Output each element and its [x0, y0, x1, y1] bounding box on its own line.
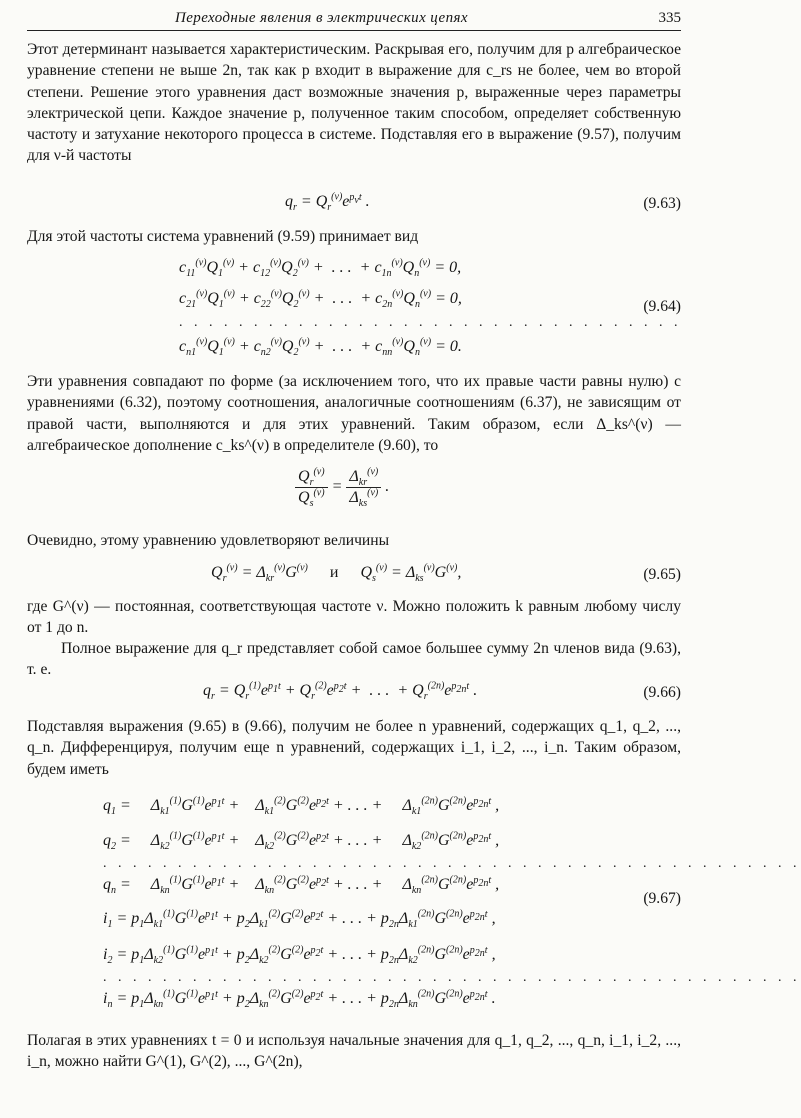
equation-9-63: $q_r = Q_r^{(\nu)}e^{p_\nu t}$ .	[285, 191, 370, 214]
page-number: 335	[658, 10, 681, 26]
paragraph-1-text: Этот детерминант называется характеристическим. Раскрывая его, получим для p алгебраическое уравнение степени не выше 2n, так как p входит в выражение для c_rs не более, чем во второй степени. Решение этого уравнения даст возможные значения p, выраженные через параметры электрической цепи. Каждое значение p, полученное таким способом, определяет собственную частоту и затухание некоторого процесса в системе. Подставляя его в выражение (9.57), получим для ν-й частоты	[27, 41, 681, 165]
equation-number-9-67: (9.67)	[643, 890, 681, 907]
paragraph-3	[27, 371, 681, 456]
page	[27, 0, 801, 1118]
equation-9-67-line-q1: $q_1$ = $\Delta_{k1}^{(1)}G^{(1)}e^{p_1t}$ + $\Delta_{k1}^{(2)}G^{(2)}e^{p_2t}$ + . . . + $\Delta_{k1}^{(2n)}G^{(2n)}e^{p_{2n}t}$ ,	[103, 795, 500, 818]
paragraph-4	[27, 530, 681, 551]
paragraph-5	[27, 596, 681, 639]
equation-9-67-line-i2: $i_2 = p_1\Delta_{k2}^{(1)}G^{(1)}e^{p_1t} + p_2\Delta_{k2}^{(2)}G^{(2)}e^{p_2t}$ + . . . + $p_{2n}\Delta_{k2}^{(2n)}G^{(2n)}e^{p_{2n}t}$ ,	[103, 944, 496, 967]
equation-number-9-66: (9.66)	[643, 684, 681, 701]
equation-9-67-dots-2: . . . . . . . . . . . . . . . . . . . . . . . . . . . . . . . . . . . . . . . . . . . . . . .	[103, 970, 801, 985]
paragraph-3-text: Эти уравнения совпадают по форме (за исключением того, что их правые части равны нулю) с уравнениями (6.32), поэтому соотношения, аналогичные соотношениям (6.37), не зависящим от правой части, выполняются и для этих уравнений. Таким образом, если Δ_ks^(ν) — алгебраическое дополнение c_ks^(ν) в определителе (9.60), то	[27, 373, 681, 454]
equation-9-67-line-i1: $i_1 = p_1\Delta_{k1}^{(1)}G^{(1)}e^{p_1t} + p_2\Delta_{k1}^{(2)}G^{(2)}e^{p_2t}$ + . . . + $p_{2n}\Delta_{k1}^{(2n)}G^{(2n)}e^{p_{2n}t}$ ,	[103, 908, 496, 931]
paragraph-2	[27, 226, 681, 247]
equation-9-64-line-2: $c_{21}^{(\nu)}Q_1^{(\nu)} + c_{22}^{(\nu)}Q_2^{(\nu)}$ + . . . + $c_{2n}^{(\nu)}Q_n^{(\nu)} = 0$,	[179, 288, 462, 311]
equation-9-66: $q_r = Q_r^{(1)}e^{p_1t} + Q_r^{(2)}e^{p_2t}$ + . . . + $Q_r^{(2n)}e^{p_{2n}t}$ .	[203, 680, 478, 703]
equation-9-64-line-1: $c_{11}^{(\nu)}Q_1^{(\nu)} + c_{12}^{(\nu)}Q_2^{(\nu)}$ + . . . + $c_{1n}^{(\nu)}Q_n^{(\nu)} = 0$,	[179, 257, 462, 280]
equation-9-65-conj: и	[329, 564, 339, 581]
paragraph-5-text: где G^(ν) — постоянная, соответствующая частоте ν. Можно положить k равным любому числу от 1 до n.	[27, 598, 681, 637]
paragraph-6-text: Полное выражение для q_r представляет собой самое большее сумму 2n членов вида (9.63), т. е.	[27, 640, 681, 679]
equation-9-65: $Q_r^{(\nu)} = \Delta_{kr}^{(\nu)}G^{(\nu)}$ и $Q_s^{(\nu)} = \Delta_{ks}^{(\nu)}G^{(\nu)}$,	[211, 562, 462, 585]
paragraph-1	[27, 39, 681, 167]
paragraph-6	[27, 638, 681, 681]
paragraph-8	[27, 1030, 681, 1073]
equation-9-67-dots-1: . . . . . . . . . . . . . . . . . . . . . . . . . . . . . . . . . . . . . . . . . . . . . . .	[103, 856, 801, 871]
equation-number-9-63: (9.63)	[643, 195, 681, 212]
running-header	[27, 8, 681, 31]
equation-number-9-65: (9.65)	[643, 566, 681, 583]
equation-9-67-line-qn: $q_n$ = $\Delta_{kn}^{(1)}G^{(1)}e^{p_1t}$ + $\Delta_{kn}^{(2)}G^{(2)}e^{p_2t}$ + . . . + $\Delta_{kn}^{(2n)}G^{(2n)}e^{p_{2n}t}$ ,	[103, 874, 500, 897]
paragraph-7	[27, 716, 681, 780]
paragraph-7-text: Подставляя выражения (9.65) в (9.66), получим не более n уравнений, содержащих q_1, q_2, ..., q_n. Дифференцируя, получим еще n уравнений, содержащих i_1, i_2, ..., i_n. Таким образом, будем иметь	[27, 718, 681, 778]
equation-number-9-64: (9.64)	[643, 298, 681, 315]
paragraph-8-text: Полагая в этих уравнениях t = 0 и используя начальные значения для q_1, q_2, ..., q_n, i_1, i_2, ..., i_n, можно найти G^(1), G^(2), ..., G^(2n),	[27, 1032, 681, 1071]
equation-9-67-line-in: $i_n = p_1\Delta_{kn}^{(1)}G^{(1)}e^{p_1t} + p_2\Delta_{kn}^{(2)}G^{(2)}e^{p_2t}$ + . . . + $p_{2n}\Delta_{kn}^{(2n)}G^{(2n)}e^{p_{2n}t}$ .	[103, 988, 496, 1011]
equation-9-64-line-n: $c_{n1}^{(\nu)}Q_1^{(\nu)} + c_{n2}^{(\nu)}Q_2^{(\nu)}$ + . . . + $c_{nn}^{(\nu)}Q_n^{(\nu)} = 0$.	[179, 336, 462, 359]
paragraph-4-text: Очевидно, этому уравнению удовлетворяют величины	[27, 532, 390, 549]
equation-9-64-dots: . . . . . . . . . . . . . . . . . . . . . . . . . . . . . . . . . .	[179, 315, 682, 330]
equation-ratio: $\frac{Q_r^{(\nu)}}{Q_s^{(\nu)}}$ = $\frac{\Delta_{kr}^{(\nu)}}{\Delta_{ks}^{(\nu)}}$ .	[295, 468, 389, 507]
header-title: Переходные явления в электрических цепях	[175, 10, 468, 26]
equation-9-67-line-q2: $q_2$ = $\Delta_{k2}^{(1)}G^{(1)}e^{p_1t}$ + $\Delta_{k2}^{(2)}G^{(2)}e^{p_2t}$ + . . . + $\Delta_{k2}^{(2n)}G^{(2n)}e^{p_{2n}t}$ ,	[103, 830, 500, 853]
paragraph-2-text: Для этой частоты система уравнений (9.59) принимает вид	[27, 228, 419, 245]
